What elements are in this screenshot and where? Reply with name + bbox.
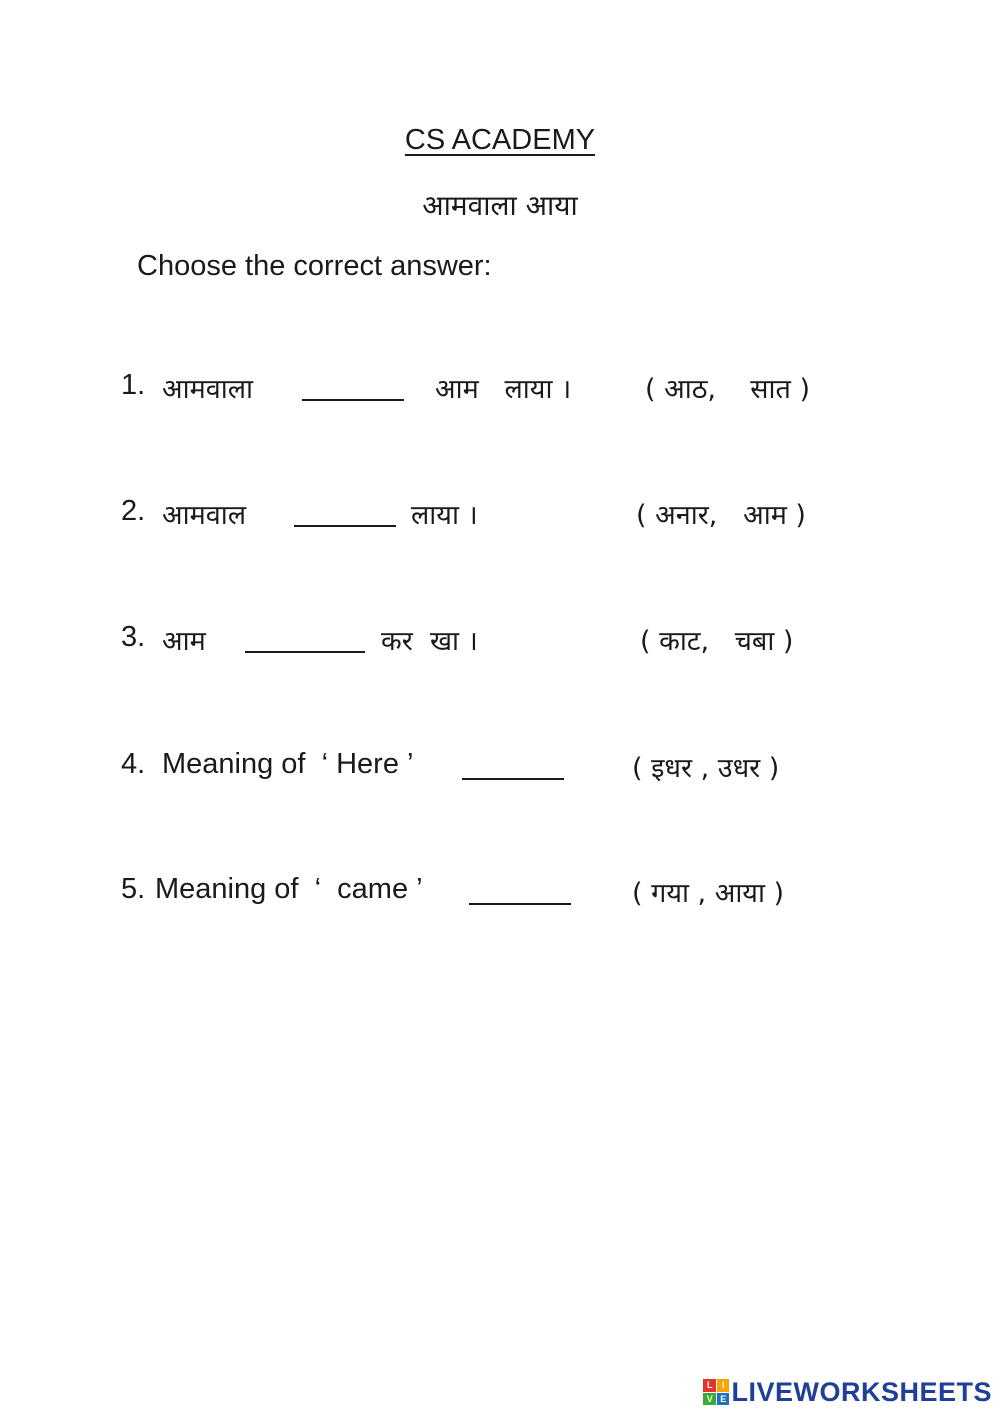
question-text-after: लाया । (411, 500, 478, 531)
question-number: 5. (121, 873, 146, 905)
answer-blank[interactable] (462, 748, 564, 780)
page-title: CS ACADEMY (404, 124, 596, 156)
liveworksheets-logo (703, 1377, 992, 1407)
question-2 (0, 495, 1000, 539)
answer-options: ( अनार, आम ) (636, 500, 806, 531)
lesson-title: आमवाला आया (422, 189, 578, 222)
answer-blank[interactable] (302, 369, 404, 401)
answer-options: ( काट, चबा ) (640, 626, 794, 657)
liveworksheets-logo-text: LIVEWORKSHEETS (731, 1376, 992, 1407)
question-text-before: आम (162, 626, 206, 657)
question-1 (0, 369, 1000, 413)
answer-options: ( इधर , उधर ) (632, 753, 780, 784)
instruction-text: Choose the correct answer: (137, 250, 492, 282)
question-number: 4. (121, 748, 146, 780)
question-3 (0, 621, 1000, 665)
answer-blank[interactable] (469, 873, 571, 905)
answer-blank[interactable] (294, 495, 396, 527)
question-5 (0, 873, 1000, 917)
question-text-before: Meaning of ‘ Here ’ (162, 748, 414, 780)
question-text-before: आमवाला (162, 374, 254, 405)
answer-options: ( गया , आया ) (632, 878, 785, 909)
answer-options: ( आठ, सात ) (645, 374, 811, 405)
question-text-before: Meaning of ‘ came ’ (155, 873, 423, 905)
question-number: 2. (121, 495, 146, 527)
question-number: 1. (121, 369, 146, 401)
question-4 (0, 748, 1000, 792)
question-text-before: आमवाल (162, 500, 247, 531)
question-text-after: कर खा । (381, 626, 478, 657)
answer-blank[interactable] (245, 621, 365, 653)
question-number: 3. (121, 621, 146, 653)
question-text-after: आम लाया । (435, 374, 572, 405)
liveworksheets-logo-icon: L I V E (703, 1379, 729, 1405)
